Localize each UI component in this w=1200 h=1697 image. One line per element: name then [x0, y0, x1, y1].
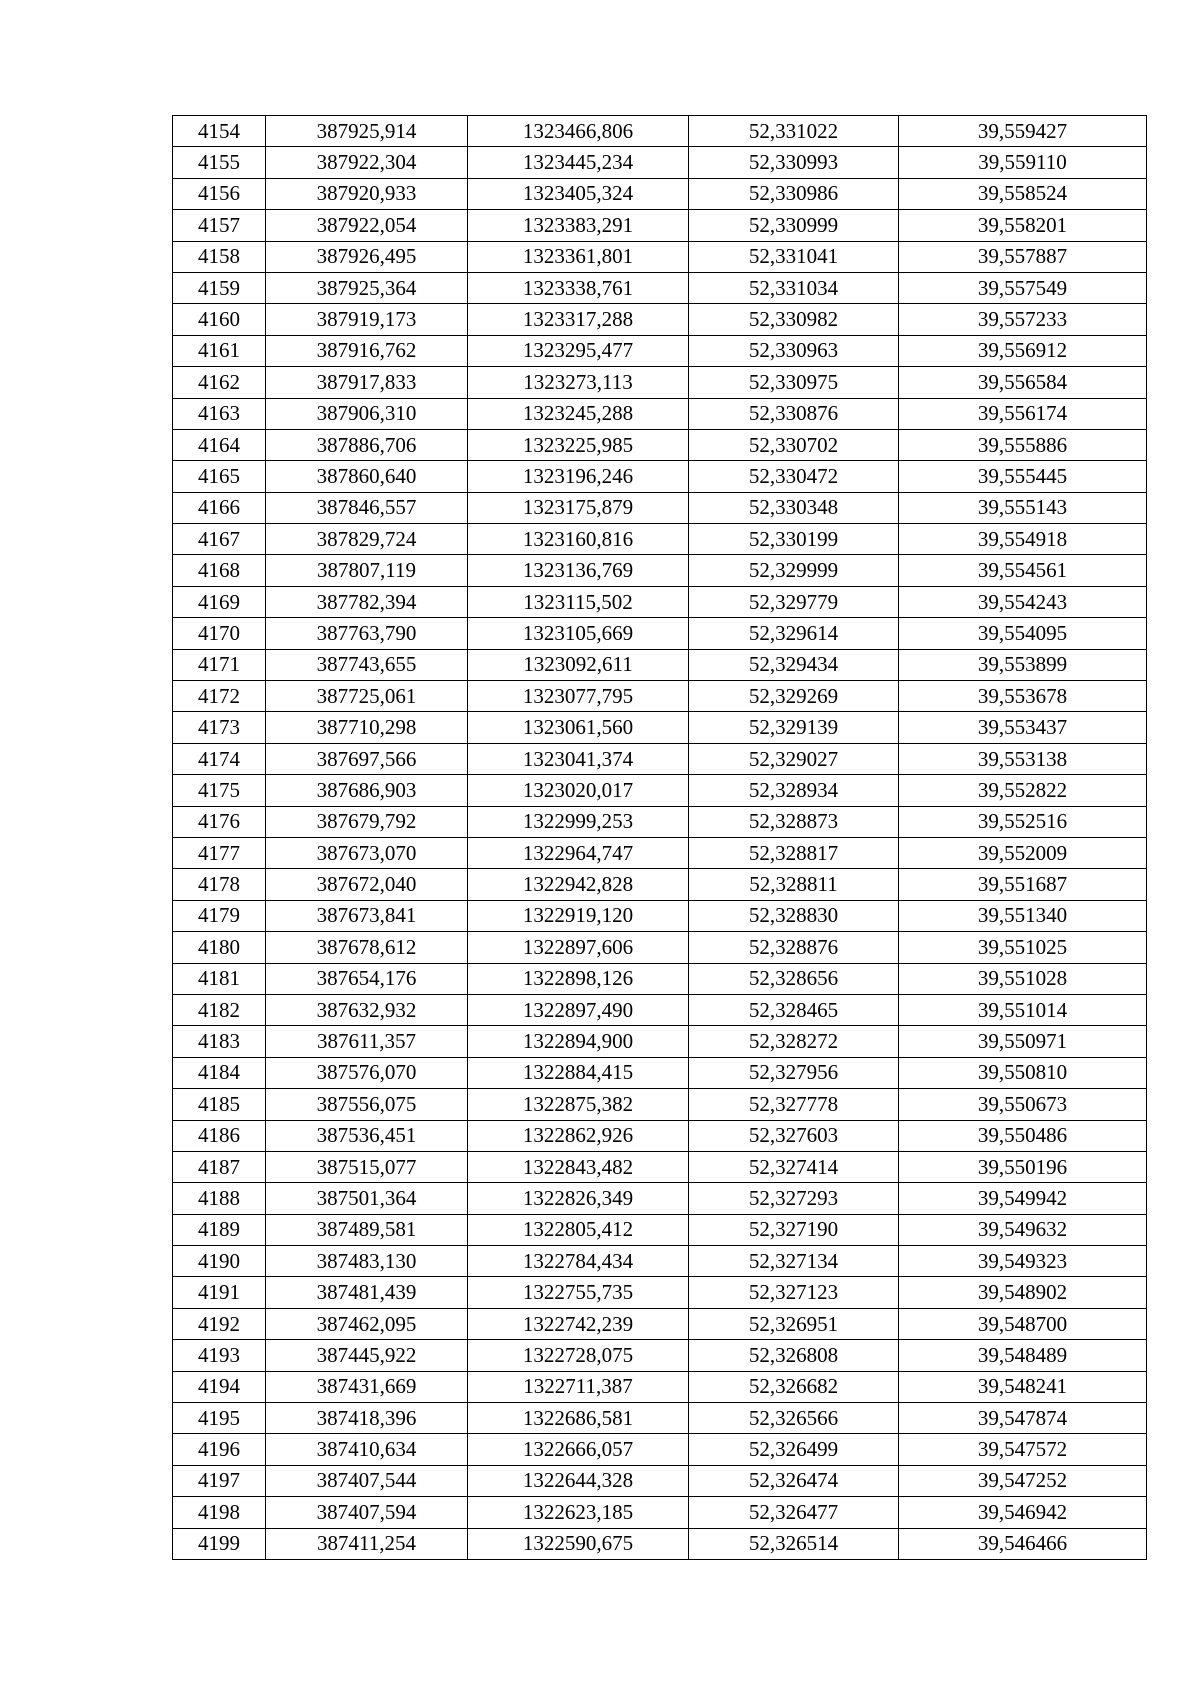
x-coordinate-cell: 387922,054	[266, 210, 468, 241]
coordinates-table	[172, 115, 1147, 1560]
latitude-cell: 52,329779	[689, 586, 899, 617]
longitude-cell: 39,550810	[899, 1057, 1147, 1088]
y-coordinate-cell: 1323175,879	[468, 492, 689, 523]
y-coordinate-cell: 1322623,185	[468, 1497, 689, 1528]
table-row	[173, 586, 1147, 617]
latitude-cell: 52,329434	[689, 649, 899, 680]
y-coordinate-cell: 1323061,560	[468, 712, 689, 743]
latitude-cell: 52,329027	[689, 743, 899, 774]
point-number-cell: 4156	[173, 178, 266, 209]
longitude-cell: 39,556912	[899, 335, 1147, 366]
y-coordinate-cell: 1322666,057	[468, 1434, 689, 1465]
x-coordinate-cell: 387743,655	[266, 649, 468, 680]
point-number-cell: 4198	[173, 1497, 266, 1528]
point-number-cell: 4174	[173, 743, 266, 774]
x-coordinate-cell: 387481,439	[266, 1277, 468, 1308]
latitude-cell: 52,330199	[689, 524, 899, 555]
x-coordinate-cell: 387906,310	[266, 398, 468, 429]
longitude-cell: 39,556174	[899, 398, 1147, 429]
table-row	[173, 116, 1147, 147]
coordinates-table-body	[173, 116, 1147, 1560]
table-row	[173, 837, 1147, 868]
y-coordinate-cell: 1323383,291	[468, 210, 689, 241]
y-coordinate-cell: 1322875,382	[468, 1089, 689, 1120]
longitude-cell: 39,546466	[899, 1528, 1147, 1559]
latitude-cell: 52,329269	[689, 681, 899, 712]
table-row	[173, 806, 1147, 837]
table-row	[173, 1403, 1147, 1434]
latitude-cell: 52,330982	[689, 304, 899, 335]
y-coordinate-cell: 1322942,828	[468, 869, 689, 900]
latitude-cell: 52,328873	[689, 806, 899, 837]
table-row	[173, 869, 1147, 900]
table-row	[173, 1465, 1147, 1496]
longitude-cell: 39,547252	[899, 1465, 1147, 1496]
y-coordinate-cell: 1323115,502	[468, 586, 689, 617]
y-coordinate-cell: 1322843,482	[468, 1151, 689, 1182]
longitude-cell: 39,557887	[899, 241, 1147, 272]
point-number-cell: 4167	[173, 524, 266, 555]
point-number-cell: 4185	[173, 1089, 266, 1120]
x-coordinate-cell: 387678,612	[266, 932, 468, 963]
y-coordinate-cell: 1322711,387	[468, 1371, 689, 1402]
x-coordinate-cell: 387725,061	[266, 681, 468, 712]
latitude-cell: 52,331034	[689, 272, 899, 303]
latitude-cell: 52,328817	[689, 837, 899, 868]
table-row	[173, 712, 1147, 743]
latitude-cell: 52,330348	[689, 492, 899, 523]
x-coordinate-cell: 387886,706	[266, 429, 468, 460]
latitude-cell: 52,331041	[689, 241, 899, 272]
y-coordinate-cell: 1322742,239	[468, 1308, 689, 1339]
point-number-cell: 4155	[173, 147, 266, 178]
longitude-cell: 39,553437	[899, 712, 1147, 743]
y-coordinate-cell: 1322862,926	[468, 1120, 689, 1151]
table-row	[173, 681, 1147, 712]
longitude-cell: 39,559427	[899, 116, 1147, 147]
x-coordinate-cell: 387536,451	[266, 1120, 468, 1151]
x-coordinate-cell: 387611,357	[266, 1026, 468, 1057]
longitude-cell: 39,553138	[899, 743, 1147, 774]
y-coordinate-cell: 1322898,126	[468, 963, 689, 994]
latitude-cell: 52,327414	[689, 1151, 899, 1182]
table-row	[173, 1151, 1147, 1182]
table-row	[173, 147, 1147, 178]
y-coordinate-cell: 1323295,477	[468, 335, 689, 366]
longitude-cell: 39,557233	[899, 304, 1147, 335]
table-row	[173, 932, 1147, 963]
latitude-cell: 52,327123	[689, 1277, 899, 1308]
x-coordinate-cell: 387445,922	[266, 1340, 468, 1371]
latitude-cell: 52,327603	[689, 1120, 899, 1151]
point-number-cell: 4191	[173, 1277, 266, 1308]
table-row	[173, 618, 1147, 649]
x-coordinate-cell: 387925,364	[266, 272, 468, 303]
table-row	[173, 1089, 1147, 1120]
x-coordinate-cell: 387673,841	[266, 900, 468, 931]
y-coordinate-cell: 1322590,675	[468, 1528, 689, 1559]
y-coordinate-cell: 1322805,412	[468, 1214, 689, 1245]
latitude-cell: 52,326566	[689, 1403, 899, 1434]
latitude-cell: 52,327956	[689, 1057, 899, 1088]
y-coordinate-cell: 1322686,581	[468, 1403, 689, 1434]
longitude-cell: 39,554095	[899, 618, 1147, 649]
x-coordinate-cell: 387763,790	[266, 618, 468, 649]
point-number-cell: 4199	[173, 1528, 266, 1559]
latitude-cell: 52,330975	[689, 367, 899, 398]
table-row	[173, 1308, 1147, 1339]
y-coordinate-cell: 1323136,769	[468, 555, 689, 586]
x-coordinate-cell: 387407,544	[266, 1465, 468, 1496]
longitude-cell: 39,554243	[899, 586, 1147, 617]
y-coordinate-cell: 1323041,374	[468, 743, 689, 774]
latitude-cell: 52,329999	[689, 555, 899, 586]
table-row	[173, 1528, 1147, 1559]
longitude-cell: 39,556584	[899, 367, 1147, 398]
longitude-cell: 39,551340	[899, 900, 1147, 931]
point-number-cell: 4172	[173, 681, 266, 712]
point-number-cell: 4180	[173, 932, 266, 963]
longitude-cell: 39,553899	[899, 649, 1147, 680]
x-coordinate-cell: 387431,669	[266, 1371, 468, 1402]
longitude-cell: 39,552822	[899, 775, 1147, 806]
x-coordinate-cell: 387556,075	[266, 1089, 468, 1120]
table-row	[173, 524, 1147, 555]
longitude-cell: 39,548902	[899, 1277, 1147, 1308]
x-coordinate-cell: 387673,070	[266, 837, 468, 868]
table-row	[173, 900, 1147, 931]
x-coordinate-cell: 387925,914	[266, 116, 468, 147]
point-number-cell: 4186	[173, 1120, 266, 1151]
y-coordinate-cell: 1322919,120	[468, 900, 689, 931]
longitude-cell: 39,554561	[899, 555, 1147, 586]
table-row	[173, 1277, 1147, 1308]
point-number-cell: 4190	[173, 1246, 266, 1277]
table-row	[173, 775, 1147, 806]
y-coordinate-cell: 1323225,985	[468, 429, 689, 460]
x-coordinate-cell: 387920,933	[266, 178, 468, 209]
table-row	[173, 1340, 1147, 1371]
point-number-cell: 4189	[173, 1214, 266, 1245]
latitude-cell: 52,326951	[689, 1308, 899, 1339]
point-number-cell: 4196	[173, 1434, 266, 1465]
y-coordinate-cell: 1322897,490	[468, 994, 689, 1025]
point-number-cell: 4162	[173, 367, 266, 398]
longitude-cell: 39,559110	[899, 147, 1147, 178]
x-coordinate-cell: 387922,304	[266, 147, 468, 178]
point-number-cell: 4165	[173, 461, 266, 492]
table-row	[173, 398, 1147, 429]
table-row	[173, 994, 1147, 1025]
y-coordinate-cell: 1323105,669	[468, 618, 689, 649]
x-coordinate-cell: 387411,254	[266, 1528, 468, 1559]
longitude-cell: 39,551014	[899, 994, 1147, 1025]
latitude-cell: 52,326499	[689, 1434, 899, 1465]
table-row	[173, 1120, 1147, 1151]
y-coordinate-cell: 1322964,747	[468, 837, 689, 868]
table-row	[173, 1057, 1147, 1088]
latitude-cell: 52,330963	[689, 335, 899, 366]
longitude-cell: 39,550673	[899, 1089, 1147, 1120]
y-coordinate-cell: 1322894,900	[468, 1026, 689, 1057]
y-coordinate-cell: 1323092,611	[468, 649, 689, 680]
latitude-cell: 52,328811	[689, 869, 899, 900]
longitude-cell: 39,555445	[899, 461, 1147, 492]
longitude-cell: 39,548700	[899, 1308, 1147, 1339]
longitude-cell: 39,549632	[899, 1214, 1147, 1245]
latitude-cell: 52,326474	[689, 1465, 899, 1496]
table-row	[173, 1371, 1147, 1402]
point-number-cell: 4154	[173, 116, 266, 147]
x-coordinate-cell: 387829,724	[266, 524, 468, 555]
point-number-cell: 4160	[173, 304, 266, 335]
table-row	[173, 649, 1147, 680]
point-number-cell: 4173	[173, 712, 266, 743]
x-coordinate-cell: 387418,396	[266, 1403, 468, 1434]
latitude-cell: 52,330999	[689, 210, 899, 241]
x-coordinate-cell: 387686,903	[266, 775, 468, 806]
y-coordinate-cell: 1323273,113	[468, 367, 689, 398]
point-number-cell: 4164	[173, 429, 266, 460]
y-coordinate-cell: 1323466,806	[468, 116, 689, 147]
point-number-cell: 4168	[173, 555, 266, 586]
point-number-cell: 4194	[173, 1371, 266, 1402]
x-coordinate-cell: 387576,070	[266, 1057, 468, 1088]
longitude-cell: 39,551687	[899, 869, 1147, 900]
x-coordinate-cell: 387632,932	[266, 994, 468, 1025]
y-coordinate-cell: 1323160,816	[468, 524, 689, 555]
y-coordinate-cell: 1323405,324	[468, 178, 689, 209]
x-coordinate-cell: 387782,394	[266, 586, 468, 617]
point-number-cell: 4175	[173, 775, 266, 806]
y-coordinate-cell: 1322728,075	[468, 1340, 689, 1371]
point-number-cell: 4197	[173, 1465, 266, 1496]
longitude-cell: 39,552516	[899, 806, 1147, 837]
table-row	[173, 743, 1147, 774]
x-coordinate-cell: 387489,581	[266, 1214, 468, 1245]
latitude-cell: 52,328830	[689, 900, 899, 931]
x-coordinate-cell: 387483,130	[266, 1246, 468, 1277]
y-coordinate-cell: 1322784,434	[468, 1246, 689, 1277]
x-coordinate-cell: 387654,176	[266, 963, 468, 994]
table-row	[173, 241, 1147, 272]
y-coordinate-cell: 1322999,253	[468, 806, 689, 837]
longitude-cell: 39,551028	[899, 963, 1147, 994]
table-row	[173, 1246, 1147, 1277]
point-number-cell: 4188	[173, 1183, 266, 1214]
table-row	[173, 461, 1147, 492]
x-coordinate-cell: 387846,557	[266, 492, 468, 523]
longitude-cell: 39,554918	[899, 524, 1147, 555]
longitude-cell: 39,553678	[899, 681, 1147, 712]
longitude-cell: 39,549942	[899, 1183, 1147, 1214]
table-row	[173, 1214, 1147, 1245]
longitude-cell: 39,547572	[899, 1434, 1147, 1465]
y-coordinate-cell: 1323338,761	[468, 272, 689, 303]
point-number-cell: 4195	[173, 1403, 266, 1434]
point-number-cell: 4184	[173, 1057, 266, 1088]
table-row	[173, 492, 1147, 523]
y-coordinate-cell: 1323317,288	[468, 304, 689, 335]
longitude-cell: 39,547874	[899, 1403, 1147, 1434]
x-coordinate-cell: 387710,298	[266, 712, 468, 743]
point-number-cell: 4177	[173, 837, 266, 868]
y-coordinate-cell: 1323361,801	[468, 241, 689, 272]
longitude-cell: 39,558201	[899, 210, 1147, 241]
latitude-cell: 52,330702	[689, 429, 899, 460]
latitude-cell: 52,327293	[689, 1183, 899, 1214]
latitude-cell: 52,326477	[689, 1497, 899, 1528]
x-coordinate-cell: 387672,040	[266, 869, 468, 900]
y-coordinate-cell: 1323245,288	[468, 398, 689, 429]
x-coordinate-cell: 387679,792	[266, 806, 468, 837]
point-number-cell: 4161	[173, 335, 266, 366]
point-number-cell: 4158	[173, 241, 266, 272]
y-coordinate-cell: 1323020,017	[468, 775, 689, 806]
x-coordinate-cell: 387860,640	[266, 461, 468, 492]
point-number-cell: 4169	[173, 586, 266, 617]
x-coordinate-cell: 387410,634	[266, 1434, 468, 1465]
x-coordinate-cell: 387919,173	[266, 304, 468, 335]
point-number-cell: 4182	[173, 994, 266, 1025]
latitude-cell: 52,327134	[689, 1246, 899, 1277]
point-number-cell: 4179	[173, 900, 266, 931]
y-coordinate-cell: 1322826,349	[468, 1183, 689, 1214]
y-coordinate-cell: 1323196,246	[468, 461, 689, 492]
point-number-cell: 4176	[173, 806, 266, 837]
longitude-cell: 39,551025	[899, 932, 1147, 963]
point-number-cell: 4170	[173, 618, 266, 649]
longitude-cell: 39,550971	[899, 1026, 1147, 1057]
point-number-cell: 4181	[173, 963, 266, 994]
point-number-cell: 4163	[173, 398, 266, 429]
latitude-cell: 52,328465	[689, 994, 899, 1025]
table-row	[173, 555, 1147, 586]
longitude-cell: 39,546942	[899, 1497, 1147, 1528]
x-coordinate-cell: 387462,095	[266, 1308, 468, 1339]
latitude-cell: 52,329614	[689, 618, 899, 649]
x-coordinate-cell: 387916,762	[266, 335, 468, 366]
longitude-cell: 39,548489	[899, 1340, 1147, 1371]
latitude-cell: 52,331022	[689, 116, 899, 147]
latitude-cell: 52,330876	[689, 398, 899, 429]
point-number-cell: 4187	[173, 1151, 266, 1182]
y-coordinate-cell: 1323445,234	[468, 147, 689, 178]
longitude-cell: 39,557549	[899, 272, 1147, 303]
longitude-cell: 39,555143	[899, 492, 1147, 523]
table-row	[173, 1183, 1147, 1214]
latitude-cell: 52,330993	[689, 147, 899, 178]
x-coordinate-cell: 387807,119	[266, 555, 468, 586]
table-row	[173, 335, 1147, 366]
table-row	[173, 963, 1147, 994]
table-row	[173, 178, 1147, 209]
point-number-cell: 4192	[173, 1308, 266, 1339]
point-number-cell: 4183	[173, 1026, 266, 1057]
x-coordinate-cell: 387926,495	[266, 241, 468, 272]
point-number-cell: 4159	[173, 272, 266, 303]
table-row	[173, 429, 1147, 460]
point-number-cell: 4171	[173, 649, 266, 680]
y-coordinate-cell: 1323077,795	[468, 681, 689, 712]
latitude-cell: 52,327190	[689, 1214, 899, 1245]
x-coordinate-cell: 387407,594	[266, 1497, 468, 1528]
table-row	[173, 1434, 1147, 1465]
table-row	[173, 1026, 1147, 1057]
latitude-cell: 52,326808	[689, 1340, 899, 1371]
table-row	[173, 367, 1147, 398]
latitude-cell: 52,328656	[689, 963, 899, 994]
point-number-cell: 4178	[173, 869, 266, 900]
latitude-cell: 52,328272	[689, 1026, 899, 1057]
y-coordinate-cell: 1322755,735	[468, 1277, 689, 1308]
x-coordinate-cell: 387515,077	[266, 1151, 468, 1182]
longitude-cell: 39,550196	[899, 1151, 1147, 1182]
longitude-cell: 39,550486	[899, 1120, 1147, 1151]
longitude-cell: 39,549323	[899, 1246, 1147, 1277]
longitude-cell: 39,552009	[899, 837, 1147, 868]
latitude-cell: 52,329139	[689, 712, 899, 743]
latitude-cell: 52,326514	[689, 1528, 899, 1559]
longitude-cell: 39,558524	[899, 178, 1147, 209]
longitude-cell: 39,555886	[899, 429, 1147, 460]
y-coordinate-cell: 1322897,606	[468, 932, 689, 963]
x-coordinate-cell: 387501,364	[266, 1183, 468, 1214]
table-row	[173, 1497, 1147, 1528]
latitude-cell: 52,330986	[689, 178, 899, 209]
y-coordinate-cell: 1322884,415	[468, 1057, 689, 1088]
x-coordinate-cell: 387697,566	[266, 743, 468, 774]
table-row	[173, 210, 1147, 241]
table-row	[173, 304, 1147, 335]
latitude-cell: 52,330472	[689, 461, 899, 492]
point-number-cell: 4166	[173, 492, 266, 523]
latitude-cell: 52,326682	[689, 1371, 899, 1402]
longitude-cell: 39,548241	[899, 1371, 1147, 1402]
table-row	[173, 272, 1147, 303]
point-number-cell: 4157	[173, 210, 266, 241]
x-coordinate-cell: 387917,833	[266, 367, 468, 398]
latitude-cell: 52,328934	[689, 775, 899, 806]
y-coordinate-cell: 1322644,328	[468, 1465, 689, 1496]
latitude-cell: 52,328876	[689, 932, 899, 963]
point-number-cell: 4193	[173, 1340, 266, 1371]
latitude-cell: 52,327778	[689, 1089, 899, 1120]
